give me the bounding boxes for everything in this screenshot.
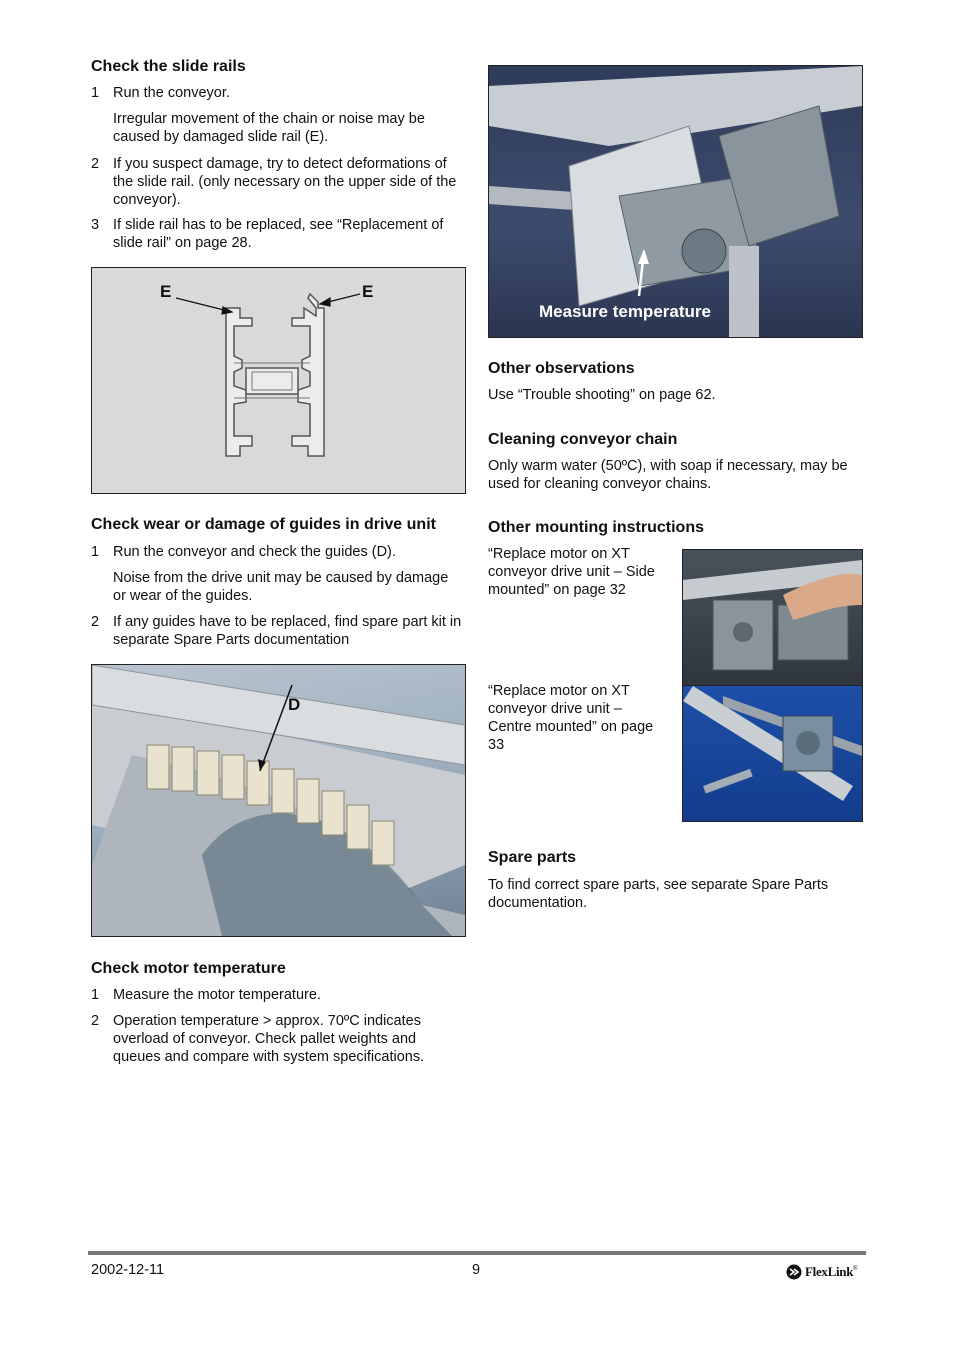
- other-observations-text: Use “Trouble shooting” on page 62.: [488, 387, 716, 403]
- slide-rail-profile-figure: [91, 267, 466, 494]
- heading-other-observations: Other observations: [488, 360, 635, 377]
- step-text: Run the conveyor.: [113, 85, 230, 101]
- step-number: 1: [91, 85, 100, 101]
- label-d: D: [288, 695, 301, 714]
- heading-guides: Check wear or damage of guides in drive unit: [91, 516, 436, 533]
- step-number: 2: [91, 156, 100, 172]
- label-e-right: E: [362, 282, 374, 301]
- step-text: If you suspect damage, try to detect deformations of the slide rail. (only necessary on the upper side of the conveyor).: [113, 156, 457, 208]
- heading-cleaning: Cleaning conveyor chain: [488, 431, 678, 448]
- step-number: 3: [91, 217, 100, 233]
- flexlink-logo: [786, 1264, 858, 1280]
- motor-photo-drawing: [489, 66, 862, 337]
- step-text: Irregular movement of the chain or noise may be caused by damaged slide rail (E).: [113, 111, 425, 145]
- step-number: 1: [91, 544, 100, 560]
- footer-date: 2002-12-11: [91, 1262, 165, 1278]
- page-number: 9: [472, 1262, 481, 1278]
- step-text: Noise from the drive unit may be caused by damage or wear of the guides.: [113, 570, 449, 604]
- flexlink-logo-text: FlexLink: [805, 1264, 854, 1279]
- motor-temperature-photo: [488, 65, 863, 338]
- centre-mounted-motor-photo: [682, 685, 863, 822]
- cleaning-text: Only warm water (50ºC), with soap if necessary, may be used for cleaning conveyor chains.: [488, 458, 848, 492]
- profile-drawing: [92, 268, 465, 493]
- heading-other-mounting: Other mounting instructions: [488, 519, 704, 536]
- footer-rule: [88, 1251, 866, 1255]
- side-mounted-drawing: [683, 550, 862, 685]
- step-number: 2: [91, 1013, 100, 1029]
- label-e-left: E: [160, 282, 172, 301]
- step-number: 1: [91, 987, 100, 1003]
- step-number: 2: [91, 614, 100, 630]
- heading-motor-temperature: Check motor temperature: [91, 960, 286, 977]
- step-text: If any guides have to be replaced, find spare part kit in separate Spare Parts documentation: [113, 614, 462, 648]
- centre-mounted-drawing: [683, 686, 862, 821]
- step-text: Run the conveyor and check the guides (D).: [113, 544, 396, 560]
- heading-slide-rails: Check the slide rails: [91, 58, 246, 75]
- photo-caption: Measure temperature: [539, 302, 711, 321]
- step-text: Operation temperature > approx. 70ºC indicates overload of conveyor. Check pallet weights and queues and compare with system specifications.: [113, 1013, 425, 1065]
- spare-parts-text: To find correct spare parts, see separate Spare Parts documentation.: [488, 877, 829, 911]
- mounting-item-centre: “Replace motor on XT conveyor drive unit – Centre mounted” on page 33: [488, 683, 654, 753]
- step-text: If slide rail has to be replaced, see “Replacement of slide rail” on page 28.: [113, 217, 444, 251]
- guides-photo-drawing: [92, 665, 465, 936]
- heading-spare-parts: Spare parts: [488, 849, 577, 866]
- mounting-item-side: “Replace motor on XT conveyor drive unit – Side mounted” on page 32: [488, 546, 655, 598]
- flexlink-logo-mark: ®: [853, 1266, 858, 1272]
- drive-unit-guides-photo: [91, 664, 466, 937]
- flexlink-logo-icon: [786, 1264, 802, 1280]
- side-mounted-motor-photo: [682, 549, 863, 686]
- step-text: Measure the motor temperature.: [113, 987, 321, 1003]
